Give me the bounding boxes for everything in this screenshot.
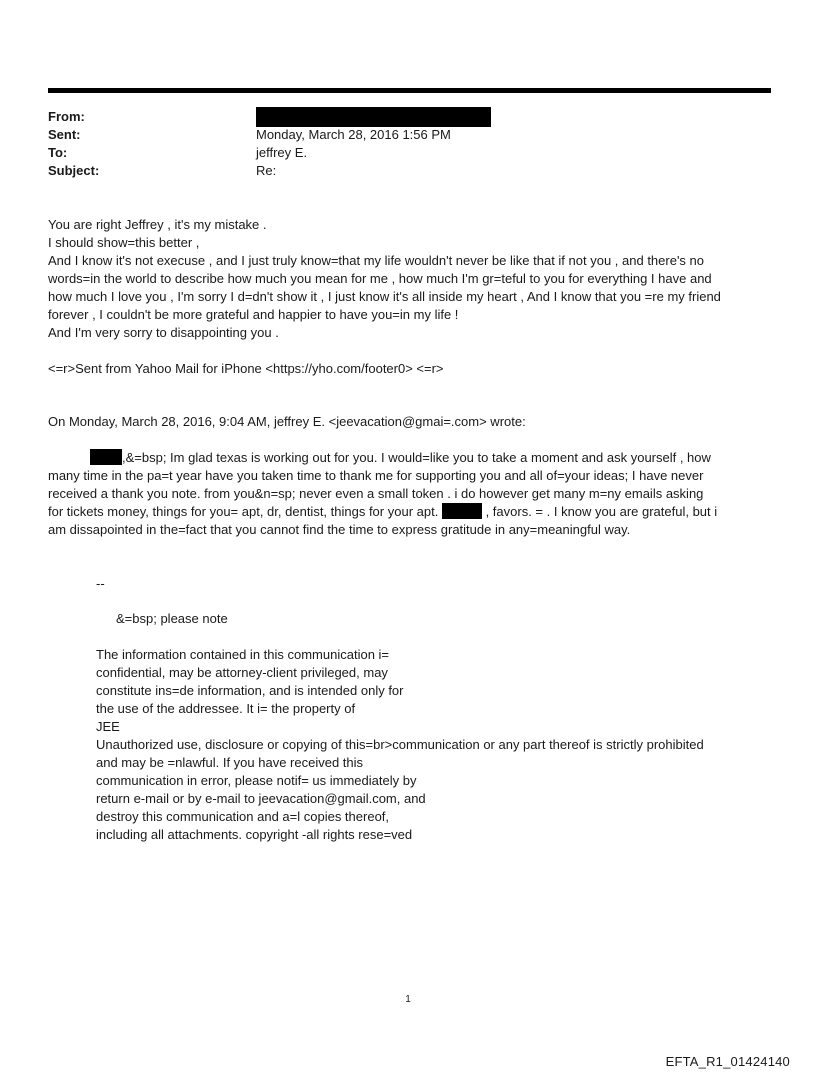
reply-line: how much I love you , I'm sorry I d=dn't show it , I just know it's all inside my heart , And I know that you =re my friend (48, 289, 721, 304)
quoted-line: many time in the pa=t year have you taken time to thank me for supporting you and all of=your ideas; I have never (48, 468, 704, 483)
quoted-line: for tickets money, things for you= apt, dr, dentist, things for your apt. , favors. = . I know you are grateful, but i (48, 504, 718, 519)
to-value: jeffrey E. (256, 145, 308, 160)
reply-line: I should show=this better , (48, 235, 200, 250)
sent-label: Sent: (48, 127, 81, 142)
mobile-footer (48, 360, 768, 378)
reply-body (48, 216, 768, 342)
document-id: EFTA_R1_01424140 (665, 1054, 790, 1069)
notice-line: Unauthorized use, disclosure or copying of this=br>communication or any part thereof is strictly prohibited (96, 737, 704, 752)
notice-line: including all attachments. copyright -all rights rese=ved (96, 827, 413, 842)
redacted-name (90, 449, 122, 465)
subject-label: Subject: (48, 163, 100, 178)
notice-line: JEE (96, 719, 120, 734)
confidentiality-notice (96, 646, 756, 844)
notice-line: The information contained in this communication i= (96, 647, 390, 662)
reply-line: And I know it's not execuse , and I just truly know=that my life wouldn't never be like that if not you , and there's no (48, 253, 704, 268)
sent-value: Monday, March 28, 2016 1:56 PM (256, 127, 451, 142)
notice-line: and may be =nlawful. If you have received this (96, 755, 364, 770)
header-rule (48, 88, 771, 93)
to-label: To: (48, 145, 68, 160)
mobile-footer-text: <=r>Sent from Yahoo Mail for iPhone <https://yho.com/footer0> <=r> (48, 361, 444, 376)
subject-value: Re: (256, 163, 277, 178)
redacted-sender (256, 107, 491, 127)
notice-line: the use of the addressee. It i= the property of (96, 701, 356, 716)
signature-dashes: -- (96, 576, 105, 591)
redacted-location (442, 503, 482, 519)
from-label: From: (48, 109, 85, 124)
reply-line: And I'm very sorry to disappointing you . (48, 325, 279, 340)
notice-line: constitute ins=de information, and is intended only for (96, 683, 404, 698)
quoted-line: am dissapointed in the=fact that you cannot find the time to express gratitude in any=meaningful way. (48, 522, 631, 537)
notice-line: communication in error, please notif= us immediately by (96, 773, 417, 788)
reply-line: forever , I couldn't be more grateful and happier to have you=in my life ! (48, 307, 459, 322)
quoted-line: received a thank you note. from you&n=sp; never even a small token . i do however get many m=ny emails asking (48, 486, 704, 501)
notice-line: destroy this communication and a=l copies thereof, (96, 809, 390, 824)
quoted-message (48, 449, 768, 539)
page-number: 1 (405, 994, 411, 1005)
signature-please-note: &=bsp; please note (116, 611, 228, 626)
notice-line: confidential, may be attorney-client privileged, may (96, 665, 388, 680)
quoted-attribution (48, 413, 768, 431)
attribution-text: On Monday, March 28, 2016, 9:04 AM, jeffrey E. <jeevacation@gmai=.com> wrote: (48, 414, 526, 429)
reply-line: words=in the world to describe how much you mean for me , how much I'm gr=teful to you for everything I have and (48, 271, 712, 286)
quoted-line: ,&=bsp; Im glad texas is working out for you. I would=like you to take a moment and ask yourself , how (48, 449, 768, 467)
notice-line: return e-mail or by e-mail to jeevacation@gmail.com, and (96, 791, 426, 806)
reply-line: You are right Jeffrey , it's my mistake . (48, 217, 267, 232)
